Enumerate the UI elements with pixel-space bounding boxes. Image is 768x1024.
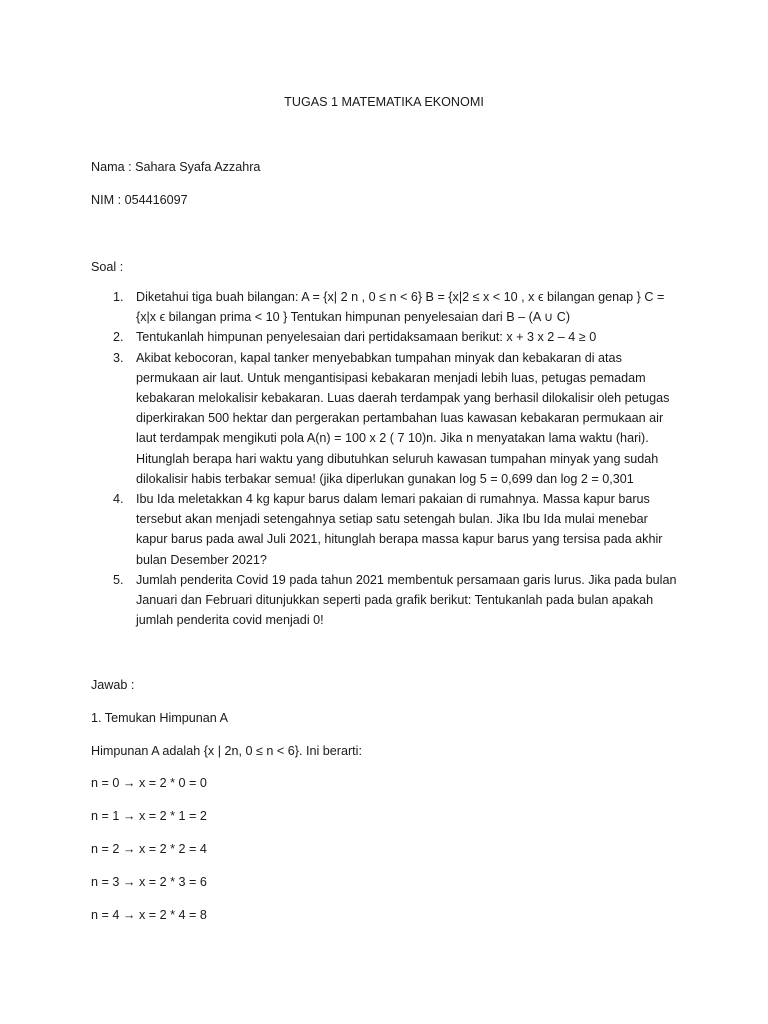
question-number: 5. <box>113 572 124 587</box>
question-item <box>91 287 691 327</box>
question-number: 2. <box>113 330 124 345</box>
question-text-line: kebakaran melokalisir kebakaran. Luas daerah terdampak yang berhasil dilokalisir oleh petugas <box>136 391 670 406</box>
question-text-line: Hitunglah berapa hari waktu yang dibutuhkan seluruh kawasan tumpahan minyak yang sudah <box>136 451 659 466</box>
answer-intro: Himpunan A adalah {x | 2n, 0 ≤ n < 6}. Ini berarti: <box>91 744 362 758</box>
question-text-line: {x|x ϵ bilangan prima < 10 } Tentukan himpunan penyelesaian dari B – (A ∪ C) <box>136 310 571 325</box>
question-text-line: permukaan air laut. Untuk mengantisipasi kebakaran menjadi lebih luas, petugas pemadam <box>136 370 646 385</box>
question-text-line: Tentukanlah himpunan penyelesaian dari pertidaksamaan berikut: x + 3 x 2 – 4 ≥ 0 <box>136 330 597 345</box>
answer-step: n = 3 → x = 2 * 3 = 6 <box>91 875 207 889</box>
document-title: TUGAS 1 MATEMATIKA EKONOMI <box>284 95 484 109</box>
student-name: Nama : Sahara Syafa Azzahra <box>91 160 261 174</box>
jawab-heading: Jawab : <box>91 678 135 692</box>
answer-step: n = 4 → x = 2 * 4 = 8 <box>91 908 207 922</box>
question-number: 1. <box>113 290 124 304</box>
question-item <box>91 348 691 489</box>
answer-step: n = 2 → x = 2 * 2 = 4 <box>91 842 207 856</box>
question-number: 4. <box>113 492 124 507</box>
question-text-line: tersebut akan menjadi setengahnya setiap satu setengah bulan. Jika Ibu Ida mulai menebar <box>136 512 648 527</box>
question-text-line: Jumlah penderita Covid 19 pada tahun 2021 membentuk persamaan garis lurus. Jika pada bulan <box>136 572 677 587</box>
question-list <box>91 287 691 630</box>
student-nim: NIM : 054416097 <box>91 193 188 207</box>
question-item <box>91 570 691 631</box>
question-text-line: Januari dan Februari ditunjukkan seperti pada grafik berikut: Tentukanlah pada bulan apakah <box>136 593 654 608</box>
question-text-line: jumlah penderita covid menjadi 0! <box>136 613 324 628</box>
question-text-line: diperkirakan 500 hektar dan pergerakan pertambahan luas kawasan kebakaran permukaan air <box>136 411 664 426</box>
answer-step: n = 1 → x = 2 * 1 = 2 <box>91 809 207 823</box>
answer-step: n = 0 → x = 2 * 0 = 0 <box>91 776 207 790</box>
question-number: 3. <box>113 350 124 365</box>
soal-heading: Soal : <box>91 260 124 274</box>
question-text-line: kapur barus pada awal Juli 2021, hitunglah berapa massa kapur barus yang tersisa pada akhir <box>136 532 663 547</box>
question-text-line: laut terdampak mengikuti pola A(n) = 100 x 2 ( 7 10)n. Jika n menyatakan lama waktu (hari). <box>136 431 649 446</box>
question-text-line: Diketahui tiga buah bilangan: A = {x| 2 n , 0 ≤ n < 6} B = {x|2 ≤ x < 10 , x ϵ bilangan genap } C = <box>136 290 665 304</box>
question-item <box>91 489 691 570</box>
question-text-line: Akibat kebocoran, kapal tanker menyebabkan tumpahan minyak dan kebakaran di atas <box>136 350 622 365</box>
question-item <box>91 327 691 347</box>
question-text-line: dilokalisir habis terbakar semua! (jika diperlukan gunakan log 5 = 0,699 dan log 2 = 0,301 <box>136 471 634 486</box>
question-text-line: bulan Desember 2021? <box>136 552 267 567</box>
answer-heading: 1. Temukan Himpunan A <box>91 711 228 725</box>
question-text-line: Ibu Ida meletakkan 4 kg kapur barus dalam lemari pakaian di rumahnya. Massa kapur barus <box>136 492 650 507</box>
